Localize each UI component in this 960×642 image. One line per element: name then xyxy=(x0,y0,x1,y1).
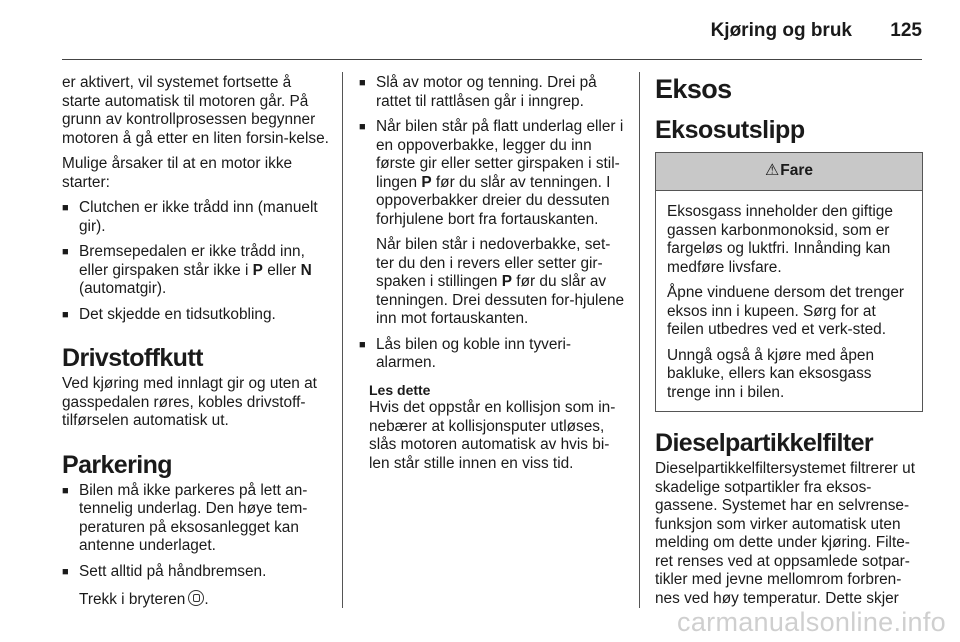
paragraph: Mulige årsaker til at en motor ikke starter: xyxy=(62,155,293,191)
bullet-icon: ■ xyxy=(62,308,69,321)
watermark: carmanualsonline.info xyxy=(677,607,946,637)
sub-paragraph: Trekk i bryteren . xyxy=(79,591,209,608)
bullet-icon: ■ xyxy=(359,77,366,89)
column-middle xyxy=(359,74,625,473)
list-item: ■ Sett alltid på håndbremsen. Trekk i bryteren . xyxy=(62,563,330,610)
list-item: ■ Slå av motor og tenning. Drei på rattet til rattlåsen går i inngrep. xyxy=(359,74,597,110)
list-item: ■ Når bilen står på flatt underlag eller i en oppoverbakke, legger du inn første gir eller setter girspaken i stil-lingen P før du slår av tenningen. I oppoverbakker dreier du dessuten forhjulene bort fra fortauskanten. Når bilen står i nedoverbakke, set-ter du den i revers eller setter gir-spaken i stillingen P før du slår av tenningen. Drei dessuten for-hjulene inn mot fortauskanten. xyxy=(359,118,625,327)
list-item: ■ Bilen må ikke parkeres på lett an-tennelig underlag. Den høye tem-peraturen på eksosanlegget kan antenne underlaget. xyxy=(62,481,308,554)
warning-icon: ⚠ xyxy=(764,162,780,180)
paragraph: Ved kjøring med innlagt gir og uten at gasspedalen røres, kobles drivstoff-tilførselen automatisk ut. xyxy=(62,375,317,429)
sub-paragraph: Når bilen står i nedoverbakke, set-ter du den i revers eller setter gir-spaken i stillingen P før du slår av tenningen. Drei dessuten for-hjulene inn mot fortauskanten. xyxy=(376,236,625,327)
bullet-icon: ■ xyxy=(359,338,366,351)
page-header xyxy=(0,0,960,60)
column-divider xyxy=(342,72,343,608)
header-title: Kjøring og bruk xyxy=(710,20,852,41)
danger-box xyxy=(655,152,923,412)
section-heading-fuel-cut: Drivstoffkutt xyxy=(62,344,203,372)
parking-brake-switch-icon xyxy=(188,590,204,606)
bullet-icon: ■ xyxy=(62,565,69,578)
note-title: Les dette xyxy=(369,381,431,398)
page-number: 125 xyxy=(890,20,922,41)
bullet-icon: ■ xyxy=(62,484,69,497)
paragraph: Eksosgass inneholder den giftige gassen karbonmonoksid, som er fargeløs og luktfri. Innånding kan medføre livsfare. xyxy=(667,203,893,276)
section-heading-diesel-particle-filter: Dieselpartikkelfilter xyxy=(655,429,874,457)
section-heading-exhaust: Eksos xyxy=(655,74,732,104)
paragraph: Unngå også å kjøre med åpen bakluke, ellers kan eksosgass trenge inn i bilen. xyxy=(667,346,875,401)
causes-list xyxy=(62,199,330,324)
section-heading-parking: Parkering xyxy=(62,450,172,479)
danger-body xyxy=(656,191,922,411)
danger-header xyxy=(656,153,922,191)
list-item: ■ Clutchen er ikke trådd inn (manuelt gir). xyxy=(62,199,318,235)
header-rule xyxy=(62,59,922,60)
column-right xyxy=(655,74,923,615)
parking-steps-list xyxy=(359,74,625,373)
list-item: ■ Bremsepedalen er ikke trådd inn, eller girspaken står ikke i P eller N (automatgir). xyxy=(62,243,312,297)
bullet-icon: ■ xyxy=(359,121,366,133)
column-divider xyxy=(639,72,640,608)
paragraph: er aktivert, vil systemet fortsette å starte automatisk til motoren går. På grunn av kontrollprosessen begynner motoren å gå etter en liten forsin-kelse. xyxy=(62,74,329,147)
bullet-icon: ■ xyxy=(62,246,69,258)
bullet-icon: ■ xyxy=(62,202,69,214)
paragraph: Åpne vinduene dersom det trenger eksos inn i kupeen. Sørg for at feilen utbedres ved et verk-sted. xyxy=(667,284,904,338)
list-item: ■ Lås bilen og koble inn tyveri-alarmen. xyxy=(359,335,572,371)
parking-list xyxy=(62,482,330,610)
column-left xyxy=(62,74,330,617)
danger-label: Fare xyxy=(780,162,814,180)
list-item: ■ Det skjedde en tidsutkobling. xyxy=(62,305,276,323)
note-text: Hvis det oppstår en kollisjon som in-nebærer at kollisjonsputer utløses, slås motoren automatisk av hvis bi-len står stille innen en viss tid. xyxy=(369,399,616,472)
subsection-heading-exhaust-emissions: Eksosutslipp xyxy=(655,116,805,144)
paragraph: Dieselpartikkelfiltersystemet filtrerer ut skadelige sotpartikler fra eksos-gassene. Systemet har en selvrense-funksjon som virker automatisk uten melding om dette under kjøring. Filte-ret renses ved at oppsamlede sotpar-tikler med jevne mellomrom forbren-nes ved høy temperatur. Dette skjer xyxy=(655,460,916,607)
